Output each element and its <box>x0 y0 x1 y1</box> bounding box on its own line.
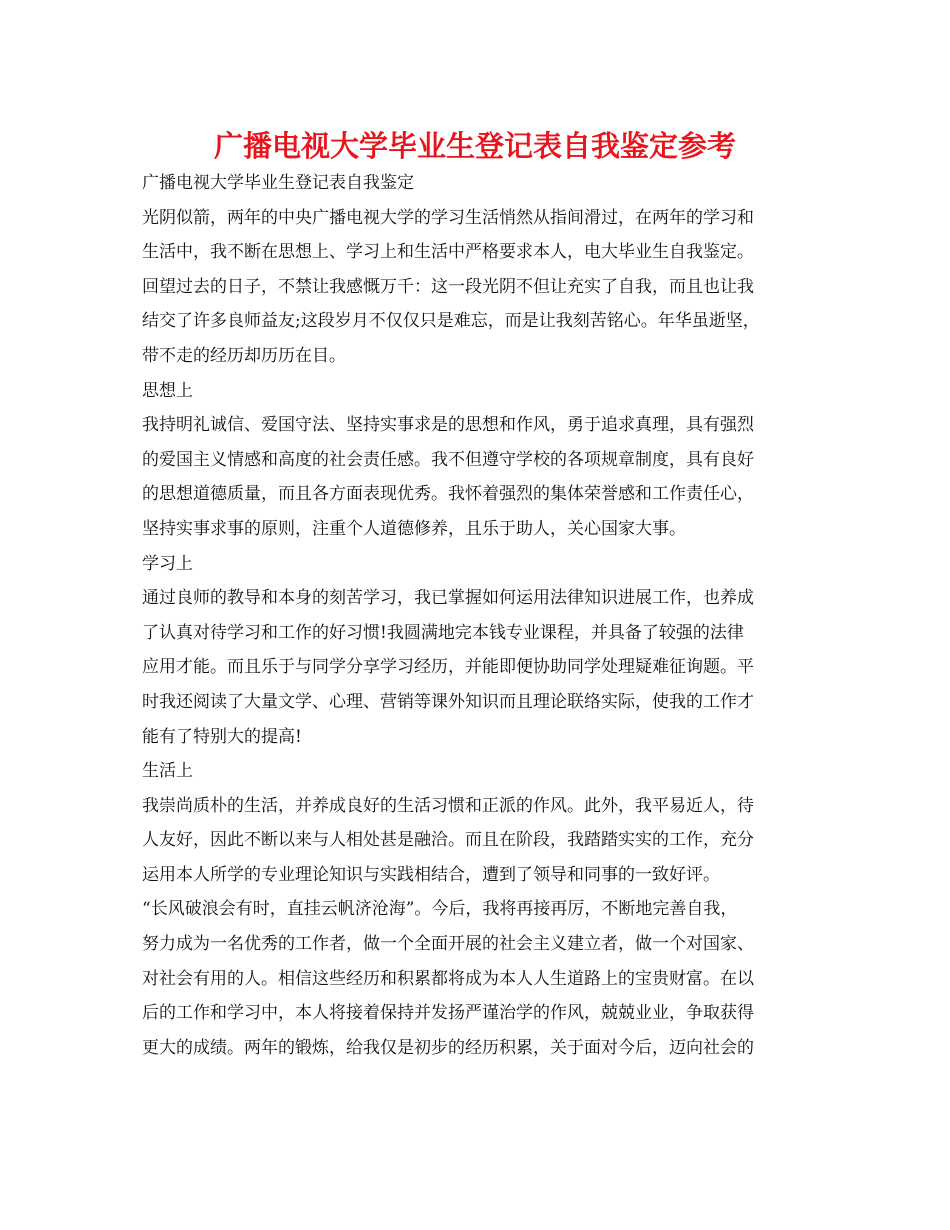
paragraph-line: 时我还阅读了大量文学、心理、营销等课外知识而且理论联络实际，使我的工作才 <box>142 691 754 712</box>
paragraph-line: 的爱国主义情感和高度的社会责任感。我不但遵守学校的各项规章制度，具有良好 <box>142 449 754 470</box>
section-heading: 思想上 <box>142 380 193 401</box>
paragraph-line: 了认真对待学习和工作的好习惯!我圆满地完本钱专业课程，并具备了较强的法律 <box>142 622 744 643</box>
paragraph-line: 生活中，我不断在思想上、学习上和生活中严格要求本人，电大毕业生自我鉴定。 <box>142 242 754 263</box>
document-body <box>142 166 822 1065</box>
paragraph-line: 回望过去的日子，不禁让我感慨万千：这一段光阴不但让充实了自我，而且也让我 <box>142 276 754 297</box>
paragraph-line: 的思想道德质量，而且各方面表现优秀。我怀着强烈的集体荣誉感和工作责任心， <box>142 484 754 505</box>
subtitle-line: 广播电视大学毕业生登记表自我鉴定 <box>142 173 414 193</box>
paragraph-line: 坚持实事求事的原则，注重个人道德修养，且乐于助人，关心国家大事。 <box>142 518 686 539</box>
paragraph-line: 运用本人所学的专业理论知识与实践相结合，遭到了领导和同事的一致好评。 <box>142 864 720 885</box>
paragraph-line: 光阴似箭，两年的中央广播电视大学的学习生活悄然从指间滑过，在两年的学习和 <box>142 207 754 228</box>
paragraph-line: 我崇尚质朴的生活，并养成良好的生活习惯和正派的作风。此外，我平易近人，待 <box>142 795 754 816</box>
paragraph-line: 能有了特别大的提高! <box>142 726 302 747</box>
paragraph-line: 努力成为一名优秀的工作者，做一个全面开展的社会主义建立者，做一个对国家、 <box>142 934 754 955</box>
paragraph-line: 应用才能。而且乐于与同学分享学习经历，并能即便协助同学处理疑难征询题。平 <box>142 657 754 678</box>
section-heading: 学习上 <box>142 553 193 574</box>
paragraph-line: 我持明礼诚信、爱国守法、坚持实事求是的思想和作风，勇于追求真理，具有强烈 <box>142 415 754 436</box>
paragraph-line: 结交了许多良师益友;这段岁月不仅仅只是难忘，而是让我刻苦铭心。年华虽逝坚， <box>142 311 760 332</box>
paragraph-line: 人友好，因此不断以来与人相处甚是融洽。而且在阶段，我踏踏实实的工作，充分 <box>142 830 754 851</box>
paragraph-line: 通过良师的教导和本身的刻苦学习，我已掌握如何运用法律知识进展工作，也养成 <box>142 588 754 609</box>
section-heading: 生活上 <box>142 761 193 782</box>
paragraph-line: 对社会有用的人。相信这些经历和积累都将成为本人人生道路上的宝贵财富。在以 <box>142 968 754 989</box>
paragraph-line: 更大的成绩。两年的锻炼，给我仅是初步的经历积累，关于面对今后，迈向社会的 <box>142 1037 754 1058</box>
paragraph-line: 带不走的经历却历历在目。 <box>142 345 346 366</box>
paragraph-line: 后的工作和学习中，本人将接着保持并发扬严谨治学的作风，兢兢业业，争取获得 <box>142 1003 754 1024</box>
paragraph-line: “长风破浪会有时，直挂云帆济沧海”。今后，我将再接再厉，不断地完善自我， <box>142 899 738 920</box>
document-title: 广播电视大学毕业生登记表自我鉴定参考 <box>213 129 736 163</box>
